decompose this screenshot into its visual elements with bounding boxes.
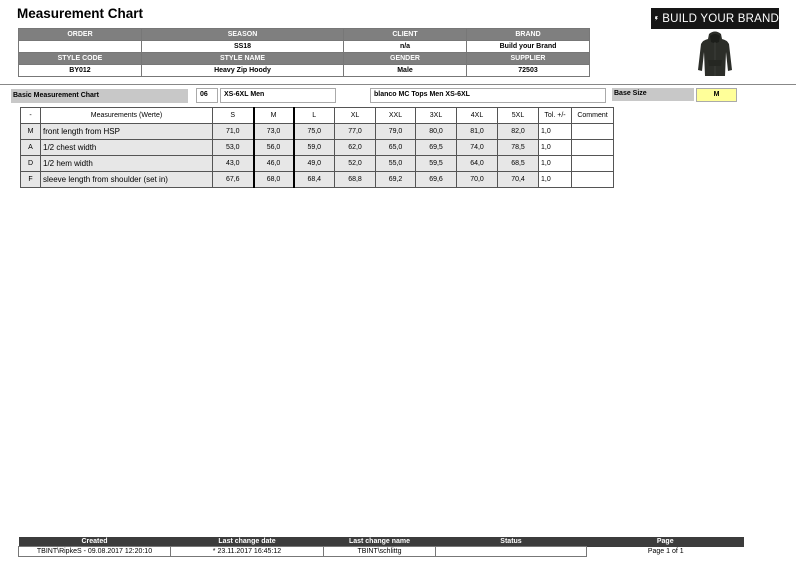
footer-page-value: Page 1 of 1 xyxy=(587,547,745,557)
value-m: 56,0 xyxy=(254,140,294,156)
season-value: SS18 xyxy=(142,41,344,53)
col-header-4xl: 4XL xyxy=(457,108,498,124)
footer-created-value: TBINT\RipkeS - 09.08.2017 12:20:10 xyxy=(19,547,171,557)
footer-last-change-name-label: Last change name xyxy=(324,537,436,547)
value-5xl: 70,4 xyxy=(498,172,539,188)
col-header-l: L xyxy=(294,108,335,124)
season-label: SEASON xyxy=(142,29,344,41)
row-code: M xyxy=(21,124,41,140)
col-header-3xl: 3XL xyxy=(416,108,457,124)
table-row xyxy=(21,172,614,188)
value-5xl: 78,5 xyxy=(498,140,539,156)
value-comment xyxy=(572,140,614,156)
value-l: 59,0 xyxy=(294,140,335,156)
row-code: F xyxy=(21,172,41,188)
row-code: A xyxy=(21,140,41,156)
value-comment xyxy=(572,172,614,188)
document-footer xyxy=(18,537,745,557)
col-header-comment: Comment xyxy=(572,108,614,124)
supplier-label: SUPPLIER xyxy=(467,53,590,65)
footer-status-label: Status xyxy=(436,537,587,547)
value-xl: 62,0 xyxy=(335,140,376,156)
chart-description-field: blanco MC Tops Men XS-6XL xyxy=(370,88,606,103)
style-code-value: BY012 xyxy=(19,65,142,77)
style-code-label: STYLE CODE xyxy=(19,53,142,65)
gender-value: Male xyxy=(344,65,467,77)
value-xl: 77,0 xyxy=(335,124,376,140)
value-5xl: 82,0 xyxy=(498,124,539,140)
value-tolerance: 1,0 xyxy=(539,140,572,156)
order-label: ORDER xyxy=(19,29,142,41)
value-4xl: 64,0 xyxy=(457,156,498,172)
chart-code-field: 06 xyxy=(196,88,218,103)
col-header-m: M xyxy=(254,108,294,124)
col-header-measurement: Measurements (Werte) xyxy=(41,108,213,124)
value-comment xyxy=(572,124,614,140)
col-header-xl: XL xyxy=(335,108,376,124)
value-xxl: 69,2 xyxy=(376,172,416,188)
style-name-label: STYLE NAME xyxy=(142,53,344,65)
value-xxl: 79,0 xyxy=(376,124,416,140)
footer-last-change-date-value: * 23.11.2017 16:45:12 xyxy=(171,547,324,557)
value-tolerance: 1,0 xyxy=(539,172,572,188)
value-s: 53,0 xyxy=(213,140,254,156)
col-header-s: S xyxy=(213,108,254,124)
value-s: 71,0 xyxy=(213,124,254,140)
value-3xl: 69,5 xyxy=(416,140,457,156)
hoodie-product-image xyxy=(697,30,733,78)
table-row xyxy=(21,140,614,156)
client-label: CLIENT xyxy=(344,29,467,41)
row-measurement-name: sleeve length from shoulder (set in) xyxy=(41,172,213,188)
value-xxl: 55,0 xyxy=(376,156,416,172)
order-value xyxy=(19,41,142,53)
row-code: D xyxy=(21,156,41,172)
measurement-table xyxy=(20,107,614,188)
value-l: 49,0 xyxy=(294,156,335,172)
brand-logo-text: BUILD YOUR BRAND xyxy=(662,12,779,25)
value-s: 43,0 xyxy=(213,156,254,172)
col-header-tolerance: Tol. +/- xyxy=(539,108,572,124)
value-m: 68,0 xyxy=(254,172,294,188)
value-m: 73,0 xyxy=(254,124,294,140)
gender-label: GENDER xyxy=(344,53,467,65)
footer-created-label: Created xyxy=(19,537,171,547)
client-value: n/a xyxy=(344,41,467,53)
base-size-value: M xyxy=(696,88,737,102)
size-range-field: XS-6XL Men xyxy=(220,88,336,103)
brand-label: BRAND xyxy=(467,29,590,41)
row-measurement-name: front length from HSP xyxy=(41,124,213,140)
row-measurement-name: 1/2 chest width xyxy=(41,140,213,156)
col-header-xxl: XXL xyxy=(376,108,416,124)
base-size-label: Base Size xyxy=(612,88,694,101)
value-4xl: 70,0 xyxy=(457,172,498,188)
value-s: 67,6 xyxy=(213,172,254,188)
value-m: 46,0 xyxy=(254,156,294,172)
brand-value: Build your Brand xyxy=(467,41,590,53)
value-3xl: 80,0 xyxy=(416,124,457,140)
footer-page-label: Page xyxy=(587,537,745,547)
page-title: Measurement Chart xyxy=(17,6,144,21)
value-l: 75,0 xyxy=(294,124,335,140)
supplier-value: 72503 xyxy=(467,65,590,77)
footer-last-change-name-value: TBINT\schlittg xyxy=(324,547,436,557)
col-header-code: - xyxy=(21,108,41,124)
value-tolerance: 1,0 xyxy=(539,156,572,172)
col-header-5xl: 5XL xyxy=(498,108,539,124)
table-row xyxy=(21,156,614,172)
footer-status-value xyxy=(436,547,587,557)
value-5xl: 68,5 xyxy=(498,156,539,172)
brand-logo xyxy=(651,8,779,29)
brand-logo-mark-icon xyxy=(654,11,659,26)
table-row xyxy=(21,124,614,140)
order-info-table xyxy=(18,28,590,77)
value-3xl: 69,6 xyxy=(416,172,457,188)
row-measurement-name: 1/2 hem width xyxy=(41,156,213,172)
value-tolerance: 1,0 xyxy=(539,124,572,140)
value-4xl: 81,0 xyxy=(457,124,498,140)
footer-last-change-date-label: Last change date xyxy=(171,537,324,547)
value-l: 68,4 xyxy=(294,172,335,188)
style-name-value: Heavy Zip Hoody xyxy=(142,65,344,77)
value-3xl: 59,5 xyxy=(416,156,457,172)
value-xxl: 65,0 xyxy=(376,140,416,156)
value-xl: 52,0 xyxy=(335,156,376,172)
value-4xl: 74,0 xyxy=(457,140,498,156)
section-divider xyxy=(0,84,796,85)
value-comment xyxy=(572,156,614,172)
basic-chart-label: Basic Measurement Chart xyxy=(11,89,188,103)
measurement-header-row xyxy=(21,108,614,124)
value-xl: 68,8 xyxy=(335,172,376,188)
